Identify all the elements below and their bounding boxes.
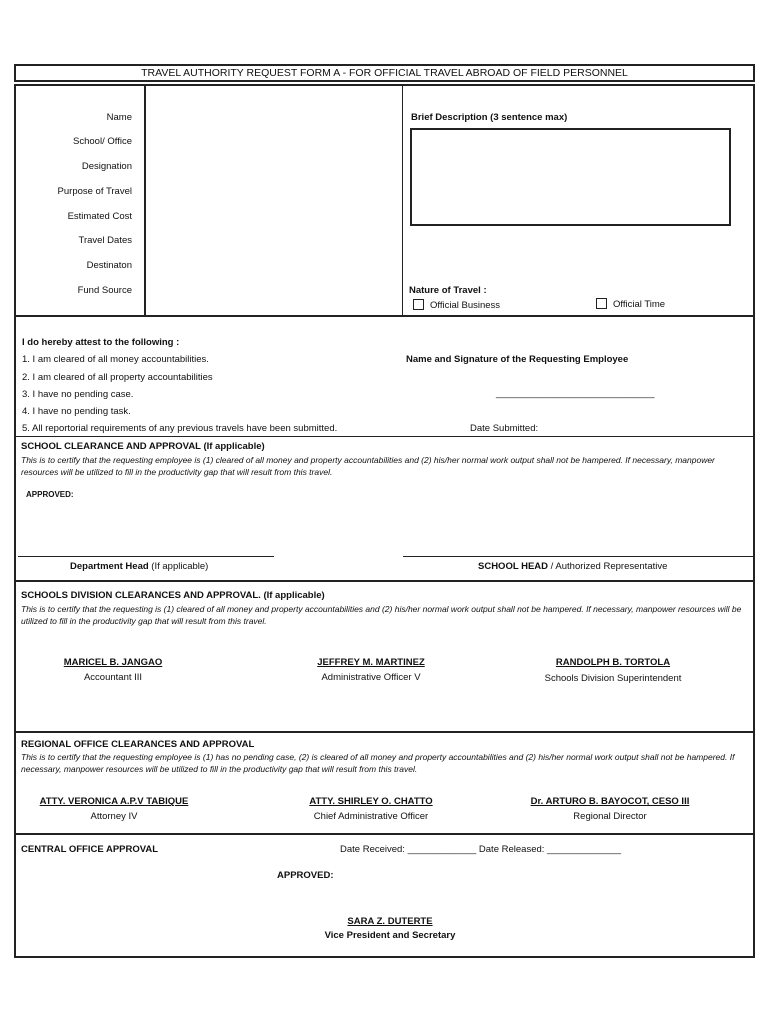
division-signatory-1-title: Accountant III bbox=[83, 672, 143, 683]
field-label-name: Name bbox=[106, 112, 132, 123]
division-clearance-text: This is to certify that the requesting is (1) cleared of all money and property accountabilities and (2) his/her normal work output shall not be hampered. If necessary, manpower resources will be utilized to fill in the productivity gap that will result from this travel. bbox=[21, 604, 742, 626]
school-head-signature-line bbox=[403, 556, 753, 557]
field-label-divider bbox=[144, 86, 146, 316]
school-head-qualifier: / Authorized Representative bbox=[548, 561, 668, 572]
section-divider-2 bbox=[14, 436, 755, 437]
regional-signatory-2-title: Chief Administrative Officer bbox=[313, 811, 429, 822]
brief-description-label: Brief Description (3 sentence max) bbox=[411, 112, 568, 123]
field-value-divider bbox=[402, 86, 403, 316]
date-submitted-label: Date Submitted: bbox=[470, 423, 539, 434]
section-divider-4 bbox=[14, 731, 755, 733]
official-business-checkbox[interactable] bbox=[413, 299, 424, 310]
regional-clearance-text: This is to certify that the requesting employee is (1) has no pending case, (2) is cleared of all money and property accountabilities and (2) his/her normal work output shall not be hampered. If necessary, manpower resources will be utilized to fill in the productivity gap that will result from this travel. bbox=[21, 752, 735, 774]
attest-item-3: 3. I have no pending case. bbox=[22, 389, 134, 400]
school-approved-label: APPROVED: bbox=[26, 490, 74, 499]
division-signatory-3-title: Schools Division Superintendent bbox=[544, 673, 682, 684]
regional-signatory-3-title: Regional Director bbox=[573, 811, 647, 822]
central-office-dates: Date Received: _____________ Date Released: ______________ bbox=[340, 844, 622, 855]
field-label-destination: Destinaton bbox=[86, 260, 132, 271]
nature-of-travel-label: Nature of Travel : bbox=[409, 285, 487, 296]
requesting-employee-signature-line[interactable]: ______________________________ bbox=[496, 388, 655, 399]
attest-item-1: 1. I am cleared of all money accountabilities. bbox=[22, 354, 209, 365]
division-signatory-3-name: RANDOLPH B. TORTOLA bbox=[555, 657, 671, 668]
dept-head-qualifier: (If applicable) bbox=[148, 561, 209, 572]
official-business-label: Official Business bbox=[430, 300, 501, 311]
section-divider-3 bbox=[14, 580, 755, 582]
section-divider-5 bbox=[14, 833, 755, 835]
regional-signatory-3-name: Dr. ARTURO B. BAYOCOT, CESO III bbox=[530, 796, 690, 807]
school-clearance-text: This is to certify that the requesting employee is (1) cleared of all money and property accountabilities and (2) his/her normal work output shall not be hampered. If necessary, manpower resources will be utilized to fill in the productivity gap that will result from this travel. bbox=[21, 455, 715, 477]
regional-signatory-2-name: ATTY. SHIRLEY O. CHATTO bbox=[309, 796, 433, 807]
attest-item-4: 4. I have no pending task. bbox=[22, 406, 131, 417]
official-time-label: Official Time bbox=[613, 299, 666, 310]
division-clearance-heading: SCHOOLS DIVISION CLEARANCES AND APPROVAL. (If applicable) bbox=[21, 590, 325, 601]
school-head-caption bbox=[478, 561, 667, 572]
attest-item-2: 2. I am cleared of all property accountabilities bbox=[22, 372, 213, 383]
regional-clearance-heading: REGIONAL OFFICE CLEARANCES AND APPROVAL bbox=[21, 739, 255, 750]
school-clearance-heading: SCHOOL CLEARANCE AND APPROVAL (If applicable) bbox=[21, 441, 265, 452]
division-signatory-2-title: Administrative Officer V bbox=[321, 672, 421, 683]
school-head-title: SCHOOL HEAD bbox=[478, 561, 549, 572]
brief-description-box[interactable] bbox=[410, 128, 731, 226]
attest-item-5: 5. All reportorial requirements of any previous travels have been submitted. bbox=[22, 423, 338, 434]
field-label-purpose: Purpose of Travel bbox=[57, 186, 132, 197]
division-signatory-2-name: JEFFREY M. MARTINEZ bbox=[317, 657, 425, 668]
dept-head-title: Department Head bbox=[70, 561, 149, 572]
attest-heading: I do hereby attest to the following : bbox=[22, 337, 180, 348]
dept-head-caption bbox=[70, 561, 208, 572]
field-label-designation: Designation bbox=[81, 161, 132, 172]
field-label-travel-dates: Travel Dates bbox=[78, 235, 132, 246]
central-approved-label: APPROVED: bbox=[277, 870, 334, 881]
regional-signatory-1-title: Attorney IV bbox=[90, 811, 138, 822]
central-signatory-name: SARA Z. DUTERTE bbox=[347, 916, 433, 927]
field-label-fund-source: Fund Source bbox=[77, 285, 132, 296]
form-title: TRAVEL AUTHORITY REQUEST FORM A - FOR OFFICIAL TRAVEL ABROAD OF FIELD PERSONNEL bbox=[141, 67, 628, 79]
central-office-heading: CENTRAL OFFICE APPROVAL bbox=[21, 844, 159, 855]
field-label-school-office: School/ Office bbox=[73, 136, 132, 147]
requesting-employee-signature-label: Name and Signature of the Requesting Employee bbox=[406, 354, 629, 365]
field-label-estimated-cost: Estimated Cost bbox=[67, 211, 132, 222]
division-signatory-1-name: MARICEL B. JANGAO bbox=[63, 657, 163, 668]
central-signatory-title: Vice President and Secretary bbox=[324, 930, 456, 941]
section-divider-1 bbox=[14, 315, 755, 317]
regional-signatory-1-name: ATTY. VERONICA A.P.V TABIQUE bbox=[39, 796, 189, 807]
dept-head-signature-line bbox=[18, 556, 274, 557]
official-time-checkbox[interactable] bbox=[596, 298, 607, 309]
